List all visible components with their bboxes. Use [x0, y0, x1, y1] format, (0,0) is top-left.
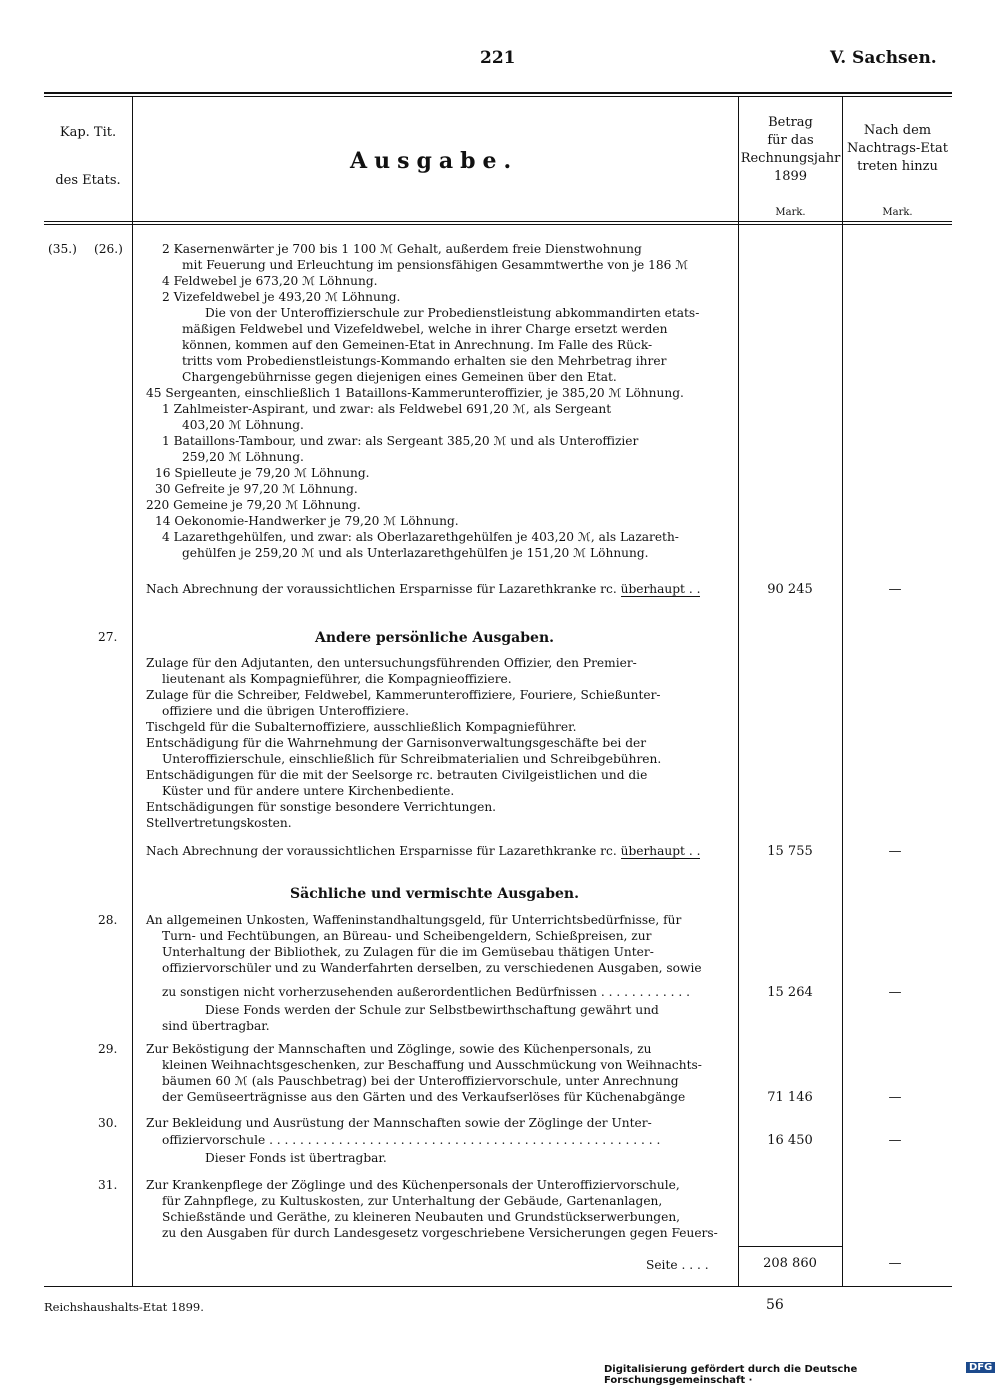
amount-cell: 15 264 — [767, 985, 813, 1000]
text-line: der Gemüseerträgnisse aus den Gärten und des Verkaufserlöses für Küchenabgänge — [162, 1090, 686, 1104]
amount-cell: 90 245 — [767, 582, 813, 597]
text-line: Zulage für den Adjutanten, den untersuchungsführenden Offizier, den Premier- — [146, 656, 637, 670]
text-line: kleinen Weihnachtsgeschenken, zur Beschaffung und Ausschmückung von Weihnachts- — [162, 1058, 702, 1072]
tit-number: 27. — [98, 630, 118, 644]
text-line: 2 Vizefeldwebel je 493,20 ℳ Löhnung. — [162, 290, 401, 304]
text-line: 30 Gefreite je 97,20 ℳ Löhnung. — [155, 482, 358, 496]
text-line: zu den Ausgaben für durch Landesgesetz vorgeschriebene Versicherungen gegen Feuers- — [162, 1226, 718, 1240]
text-line: Stellvertretungskosten. — [146, 816, 292, 830]
text-line: 1 Bataillons-Tambour, und zwar: als Sergeant 385,20 ℳ und als Unteroffizier — [162, 434, 639, 448]
text-line: 14 Oekonomie-Handwerker je 79,20 ℳ Löhnung. — [155, 514, 459, 528]
text-line: Zur Krankenpflege der Zöglinge und des Küchenpersonals der Unteroffiziervorschule, — [146, 1178, 680, 1192]
text-line: 259,20 ℳ Löhnung. — [182, 450, 304, 464]
text-line: 2 Kasernenwärter je 700 bis 1 100 ℳ Gehalt, außerdem freie Dienstwohnung — [162, 242, 642, 256]
text-line: gehülfen je 259,20 ℳ und als Unterlazarethgehülfen je 151,20 ℳ Löhnung. — [182, 546, 649, 560]
text-line: Entschädigungen für die mit der Seelsorge rc. betrauten Civilgeistlichen und die — [146, 768, 648, 782]
dfg-logo: DFG — [966, 1362, 995, 1373]
nachtrag-cell: — — [888, 1133, 902, 1148]
footer-sheet-number: 56 — [766, 1297, 784, 1313]
section-heading: Sächliche und vermischte Ausgaben. — [290, 886, 579, 902]
text-line: zu sonstigen nicht vorherzusehenden außerordentlichen Bedürfnissen . . . . . . . . . . . . — [162, 985, 690, 999]
text-line: offiziere und die übrigen Unteroffiziere. — [162, 704, 410, 718]
text-line: 16 Spielleute je 79,20 ℳ Löhnung. — [155, 466, 370, 480]
text-line: mäßigen Feldwebel und Vizefeldwebel, welche in ihrer Charge ersetzt werden — [182, 322, 668, 336]
region-title: V. Sachsen. — [830, 48, 937, 68]
column-divider-text — [738, 96, 739, 1286]
header-des-etats: des Etats. — [55, 173, 121, 188]
page-number: 221 — [480, 48, 516, 68]
page-total: 208 860 — [763, 1256, 817, 1271]
table-top-rule — [44, 92, 952, 94]
header-bottom-rule — [44, 221, 952, 222]
tit-number: 30. — [98, 1116, 118, 1130]
text-line: tritts vom Probedienstleistungs-Kommando erhalten sie den Mehrbetrag ihrer — [182, 354, 667, 368]
text-line: Küster und für andere untere Kirchenbediente. — [162, 784, 455, 798]
tit-number: 29. — [98, 1042, 118, 1056]
seite-label: Seite . . . . — [646, 1258, 709, 1272]
text-line: Zulage für die Schreiber, Feldwebel, Kammerunteroffiziere, Fouriere, Schießunter- — [146, 688, 661, 702]
tit-number: 31. — [98, 1178, 118, 1192]
column-divider-kap — [132, 96, 133, 1286]
text-line: Zur Beköstigung der Mannschaften und Zöglinge, sowie des Küchenpersonals, zu — [146, 1042, 652, 1056]
text-line: Dieser Fonds ist übertragbar. — [205, 1151, 387, 1165]
text-line: können, kommen auf den Gemeinen-Etat in Anrechnung. Im Falle des Rück- — [182, 338, 653, 352]
text-line: sind übertragbar. — [162, 1019, 270, 1033]
text-line: Entschädigung für die Wahrnehmung der Garnisonverwaltungsgeschäfte bei der — [146, 736, 647, 750]
text-line: Entschädigungen für sonstige besondere Verrichtungen. — [146, 800, 497, 814]
digitization-credit: Digitalisierung gefördert durch die Deutsche Forschungsgemeinschaft · — [604, 1364, 858, 1386]
nachtrag-cell: — — [888, 985, 902, 1000]
text-line: mit Feuerung und Erleuchtung im pensionsfähigen Gesammtwerthe von je 186 ℳ — [182, 258, 689, 272]
unit-mark-betrag: Mark. — [775, 207, 806, 218]
header-bottom-rule-thin — [44, 224, 952, 225]
text-line: Unterhaltung der Bibliothek, zu Zulagen für die im Gemüsebau thätigen Unter- — [162, 945, 654, 959]
nachtrag-cell: — — [888, 1090, 902, 1105]
text-line: Unteroffizierschule, einschließlich für Schreibmaterialien und Schreibgebühren. — [162, 752, 662, 766]
text-line: Nach Abrechnung der voraussichtlichen Ersparnisse für Lazarethkranke rc. überhaupt . . — [146, 582, 701, 596]
nachtrag-cell: — — [888, 1256, 902, 1271]
nachtrag-cell: — — [888, 844, 902, 859]
text-line: Tischgeld für die Subalternoffiziere, ausschließlich Kompagnieführer. — [146, 720, 577, 734]
text-line: Diese Fonds werden der Schule zur Selbstbewirthschaftung gewährt und — [205, 1003, 659, 1017]
text-line: Turn- und Fechtübungen, an Büreau- und Scheibengeldern, Schießpreisen, zur — [162, 929, 652, 943]
text-line: offiziervorschule . . . . . . . . . . . . . . . . . . . . . . . . . . . . . . . . . . . . . . . . . . . . . . . . . . . — [162, 1133, 661, 1147]
unit-mark-nachtrag: Mark. — [882, 207, 913, 218]
text-line: Schießstände und Geräthe, zu kleineren Neubauten und Grundstückserwerbungen, — [162, 1210, 681, 1224]
header-kap-tit: Kap. Tit. — [59, 125, 117, 140]
amount-cell: 71 146 — [767, 1090, 813, 1105]
text-line: An allgemeinen Unkosten, Waffeninstandhaltungsgeld, für Unterrichtsbedürfnisse, für — [146, 913, 682, 927]
table-bottom-rule — [44, 1286, 952, 1287]
amount-cell: 16 450 — [767, 1133, 813, 1148]
amount-cell: 15 755 — [767, 844, 813, 859]
table-top-rule-thin — [44, 96, 952, 97]
text-line: Die von der Unteroffizierschule zur Probedienstleistung abkommandirten etats- — [205, 306, 700, 320]
column-divider-amount — [842, 96, 843, 1286]
tit-number: 28. — [98, 913, 118, 927]
text-line: 4 Feldwebel je 673,20 ℳ Löhnung. — [162, 274, 378, 288]
text-line: 45 Sergeanten, einschließlich 1 Bataillons-Kammerunteroffizier, je 385,20 ℳ Löhnung. — [146, 386, 684, 400]
text-line: offiziervorschüler und zu Wanderfahrten derselben, zu verschiedenen Ausgaben, sowie — [162, 961, 702, 975]
text-line: 4 Lazarethgehülfen, und zwar: als Oberlazarethgehülfen je 403,20 ℳ, als Lazareth- — [162, 530, 679, 544]
sum-rule — [739, 1246, 842, 1247]
header-nachtrag: Nach dem Nachtrags-Etat treten hinzu — [846, 123, 949, 174]
kap-number: (35.) — [48, 242, 77, 256]
footer-source: Reichshaushalts-Etat 1899. — [44, 1300, 204, 1314]
text-line: 1 Zahlmeister-Aspirant, und zwar: als Feldwebel 691,20 ℳ, als Sergeant — [162, 402, 612, 416]
nachtrag-cell: — — [888, 582, 902, 597]
text-line: für Zahnpflege, zu Kultuskosten, zur Unterhaltung der Gebäude, Gartenanlagen, — [162, 1194, 663, 1208]
main-heading: Ausgabe. — [350, 148, 519, 174]
text-line: 403,20 ℳ Löhnung. — [182, 418, 304, 432]
text-line: Chargengebührnisse gegen diejenigen eines Gemeinen über den Etat. — [182, 370, 617, 384]
text-line: lieutenant als Kompagnieführer, die Kompagnieoffiziere. — [162, 672, 512, 686]
text-line: Zur Bekleidung und Ausrüstung der Mannschaften sowie der Zöglinge der Unter- — [146, 1116, 652, 1130]
text-line: Nach Abrechnung der voraussichtlichen Ersparnisse für Lazarethkranke rc. überhaupt . . — [146, 844, 701, 858]
tit-number: (26.) — [94, 242, 123, 256]
section-heading: Andere persönliche Ausgaben. — [314, 630, 555, 646]
text-line: 220 Gemeine je 79,20 ℳ Löhnung. — [146, 498, 361, 512]
text-line: bäumen 60 ℳ (als Pauschbetrag) bei der Unteroffiziervorschule, unter Anrechnung — [162, 1074, 679, 1088]
header-betrag: Betrag für das Rechnungsjahr 1899 — [740, 115, 841, 184]
